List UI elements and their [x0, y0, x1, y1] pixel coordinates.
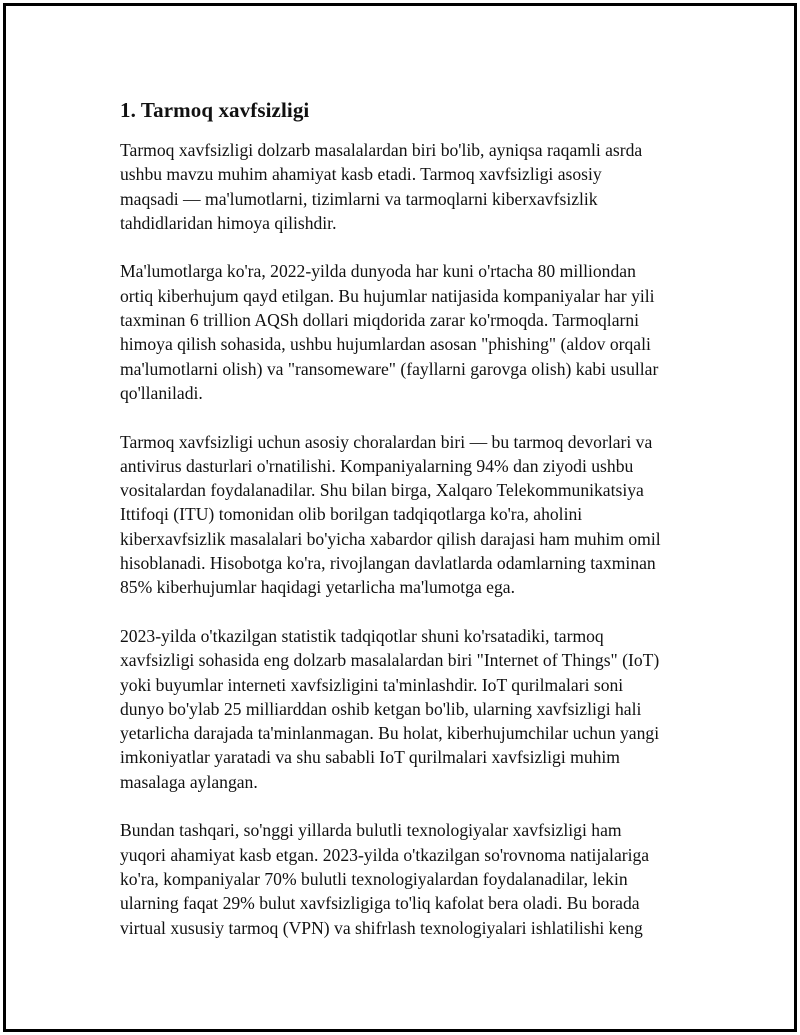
- text-line: ma'lumotlarni olish) va "ransomeware" (fayllarni garovga olish) kabi usullar: [120, 358, 659, 379]
- text-line: dunyo bo'ylab 25 milliarddan oshib ketgan bo'lib, ularning xavfsizligi hali: [120, 698, 642, 719]
- text-line: tahdidlaridan himoya qilishdir.: [120, 212, 337, 233]
- text-line: vositalardan foydalanadilar. Shu bilan birga, Xalqaro Telekommunikatsiya: [120, 480, 644, 501]
- text-line: taxminan 6 trillion AQSh dollari miqdorida zarar ko'rmoqda. Tarmoqlarni: [120, 310, 640, 331]
- document-body: [120, 96, 700, 964]
- page-frame: [3, 3, 797, 1032]
- text-line: 85% kiberhujumlar haqidagi yetarlicha ma'lumotga ega.: [120, 577, 515, 598]
- text-line: xavfsizligi sohasida eng dolzarb masalalardan biri "Internet of Things" (IoT): [120, 650, 660, 671]
- text-line: ko'ra, kompaniyalar 70% bulutli texnologiyalardan foydalanadilar, lekin: [120, 868, 628, 889]
- text-line: Tarmoq xavfsizligi uchun asosiy choralardan biri — bu tarmoq devorlari va: [120, 431, 653, 452]
- text-line: yuqori ahamiyat kasb etgan. 2023-yilda o'tkazilgan so'rovnoma natijalariga: [120, 844, 650, 865]
- text-line: maqsadi — ma'lumotlarni, tizimlarni va tarmoqlarni kiberxavfsizlik: [120, 188, 598, 209]
- text-line: yetarlicha darajada ta'minlanmagan. Bu holat, kiberhujumchilar uchun yangi: [120, 723, 660, 744]
- paragraph-container: [120, 138, 700, 940]
- text-line: Bundan tashqari, so'nggi yillarda bulutli texnologiyalar xavfsizligi ham: [120, 820, 622, 841]
- paragraph: [120, 624, 700, 794]
- text-line: 2023-yilda o'tkazilgan statistik tadqiqotlar shuni ko'rsatadiki, tarmoq: [120, 625, 604, 646]
- text-line: virtual xususiy tarmoq (VPN) va shifrlash texnologiyalari ishlatilishi keng: [120, 917, 643, 938]
- paragraph: [120, 259, 700, 405]
- text-line: ortiq kiberhujum qayd etilgan. Bu hujumlar natijasida kompaniyalar har yili: [120, 285, 655, 306]
- text-line: Ma'lumotlarga ko'ra, 2022-yilda dunyoda har kuni o'rtacha 80 milliondan: [120, 261, 636, 282]
- text-line: qo'llaniladi.: [120, 382, 203, 403]
- text-line: Tarmoq xavfsizligi dolzarb masalalardan biri bo'lib, ayniqsa raqamli asrda: [120, 140, 643, 160]
- text-line: himoya qilish sohasida, ushbu hujumlardan asosan "phishing" (aldov orqali: [120, 334, 651, 355]
- text-line: ushbu mavzu muhim ahamiyat kasb etadi. Tarmoq xavfsizligi asosiy: [120, 164, 602, 185]
- text-line: hisoblanadi. Hisobotga ko'ra, rivojlangan davlatlarda odamlarning taxminan: [120, 553, 656, 574]
- paragraph: [120, 138, 700, 235]
- text-line: imkoniyatlar yaratadi va shu sababli IoT qurilmalari xavfsizligi muhim: [120, 747, 620, 768]
- section-heading: 1. Tarmoq xavfsizligi: [120, 98, 310, 122]
- text-line: ularning faqat 29% bulut xavfsizligiga to'liq kafolat bera oladi. Bu borada: [120, 893, 640, 914]
- text-line: yoki buyumlar interneti xavfsizligini ta'minlashdir. IoT qurilmalari soni: [120, 674, 624, 695]
- paragraph: [120, 818, 700, 939]
- paragraph: [120, 430, 700, 600]
- text-line: masalaga aylangan.: [120, 771, 258, 792]
- text-line: antivirus dasturlari o'rnatilishi. Kompaniyalarning 94% dan ziyodi ushbu: [120, 455, 634, 476]
- text-line: kiberxavfsizlik masalalari bo'yicha xabardor qilish darajasi ham muhim omil: [120, 528, 661, 549]
- text-line: Ittifoqi (ITU) tomonidan olib borilgan tadqiqotlarga ko'ra, aholini: [120, 504, 583, 525]
